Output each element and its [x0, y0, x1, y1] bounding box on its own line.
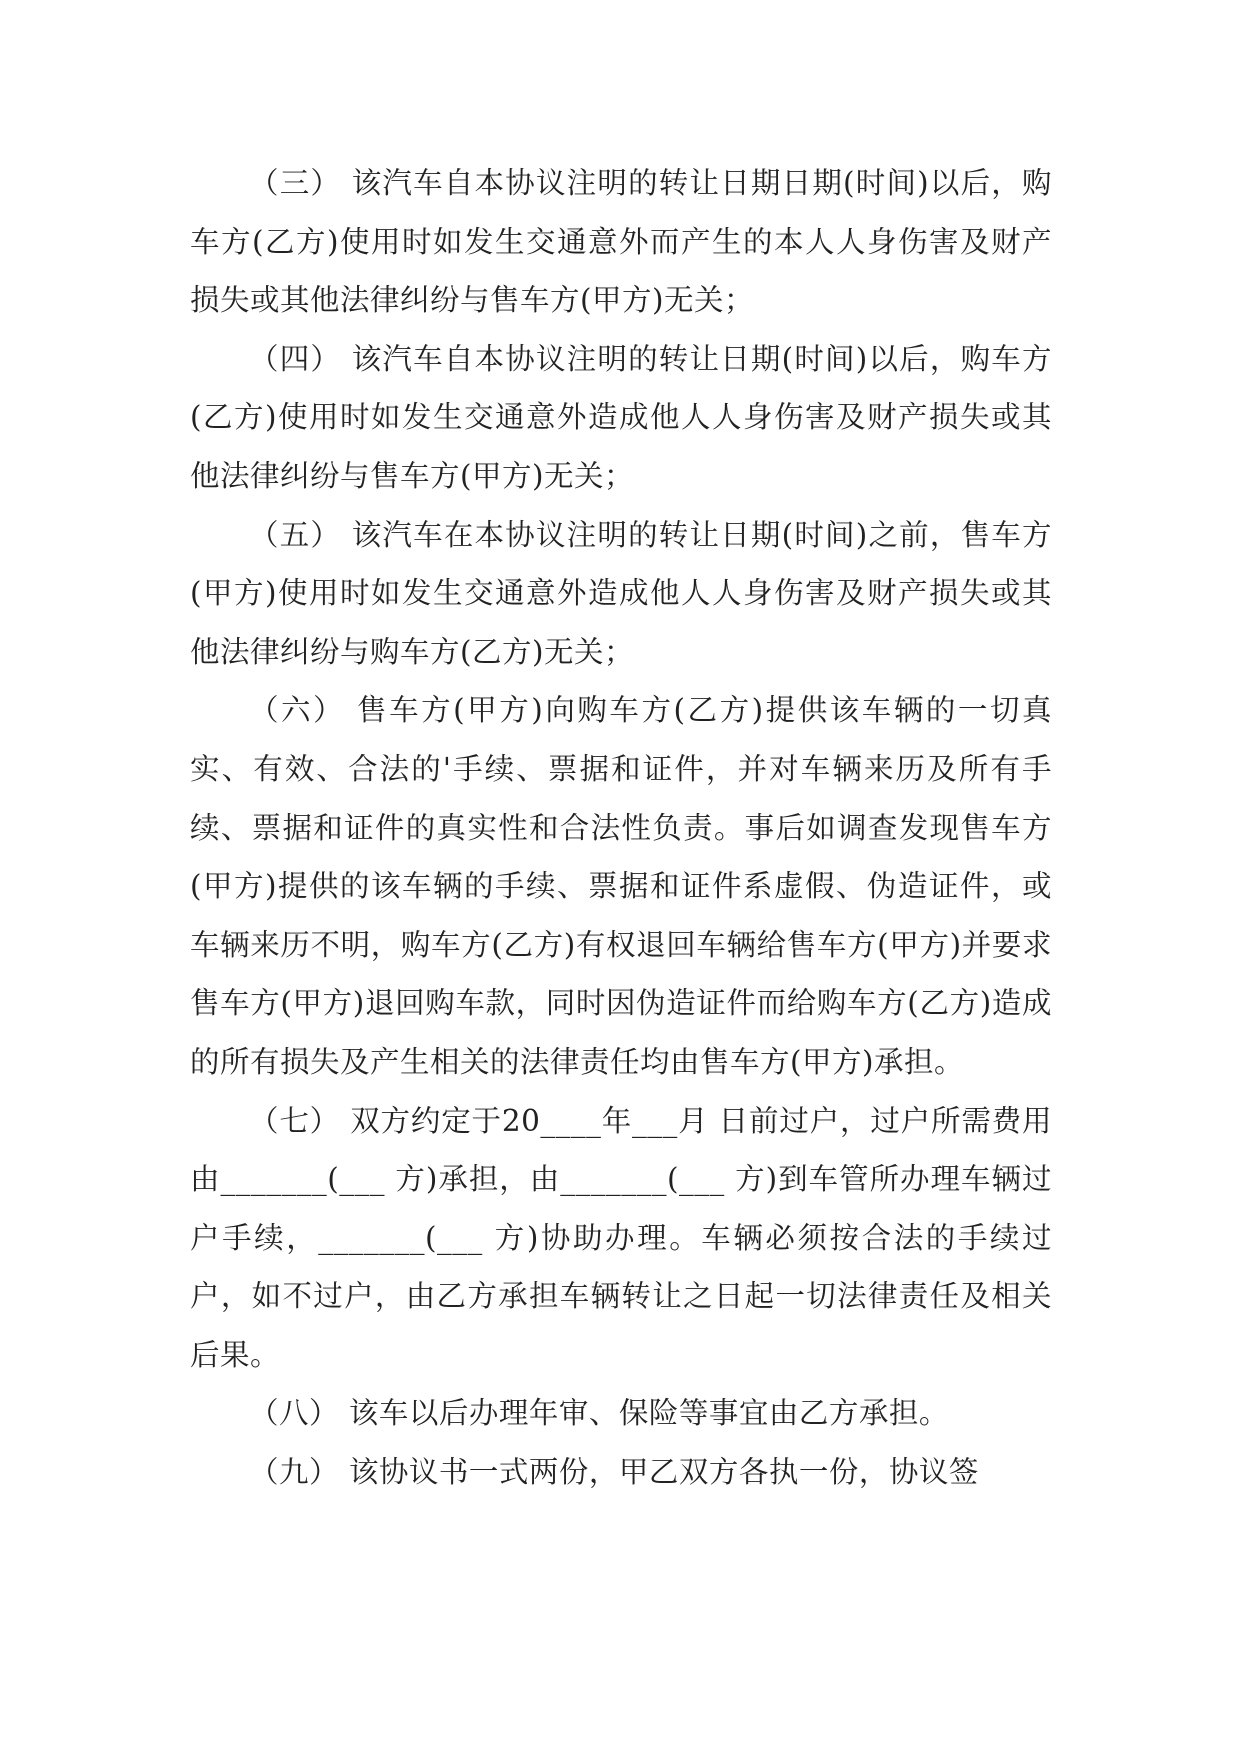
clause-3: （三） 该汽车自本协议注明的转让日期日期(时间)以后，购车方(乙方)使用时如发生交通意外而产生的本人人身伤害及财产损失或其他法律纠纷与售车方(甲方)无关；: [190, 166, 1052, 318]
clause-6: （六） 售车方(甲方)向购车方(乙方)提供该车辆的一切真实、有效、合法的'手续、票据和证件，并对车辆来历及所有手续、票据和证件的真实性和合法性负责。事后如调查发现售车方(甲方)提供的该车辆的手续、票据和证件系虚假、伪造证件，或车辆来历不明，购车方(乙方)有权退回车辆给售车方(甲方)并要求售车方(甲方)退回购车款，同时因伪造证件而给购车方(乙方)造成的所有损失及产生相关的法律责任均由售车方(甲方)承担。: [190, 693, 1052, 1079]
clause-9: （九） 该协议书一式两份，甲乙双方各执一份，协议签: [249, 1455, 979, 1490]
clause-8: （八） 该车以后办理年审、保险等事宜由乙方承担。: [249, 1396, 949, 1431]
clause-7: （七） 双方约定于20____年___月 日前过户，过户所需费用由_______(___ 方)承担，由_______(___ 方)到车管所办理车辆过户手续，_______(___ 方)协助办理。车辆必须按合法的手续过户，如不过户，由乙方承担车辆转让之日起一切法律责任及相关后果。: [190, 1103, 1052, 1372]
document-body: [190, 154, 1052, 1502]
clause-5: （五） 该汽车在本协议注明的转让日期(时间)之前，售车方(甲方)使用时如发生交通意外造成他人人身伤害及财产损失或其他法律纠纷与购车方(乙方)无关；: [190, 517, 1052, 669]
clause-4: （四） 该汽车自本协议注明的转让日期(时间)以后，购车方(乙方)使用时如发生交通意外造成他人人身伤害及财产损失或其他法律纠纷与售车方(甲方)无关；: [190, 341, 1052, 493]
